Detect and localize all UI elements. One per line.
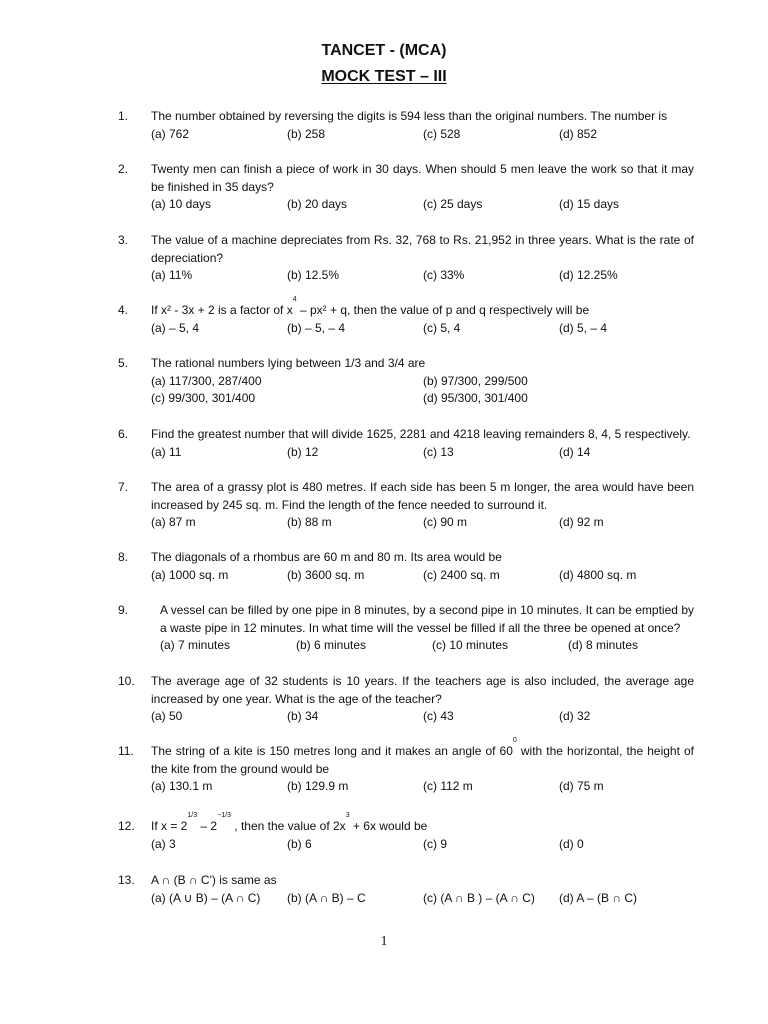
option-a: (a) (A ∪ B) – (A ∩ C) — [151, 890, 261, 905]
superscript: 4 — [292, 296, 297, 303]
option-b: (b) 12.5% — [287, 268, 340, 282]
question-text: A vessel can be filled by one pipe in 8 minutes, by a second pipe in 10 minutes. It can be emptied by a waste pipe in 12 minutes. In what time will the vessel be filled if all the three be opened at once? — [160, 603, 694, 635]
question-number: 9. — [118, 603, 129, 617]
question-text — [151, 812, 694, 836]
option-b: (b) – 5, – 4 — [287, 320, 346, 335]
question-text-part: The string of a kite is 150 metres long and it makes an angle of 60 — [151, 744, 513, 758]
superscript: 3 — [345, 812, 350, 819]
question-text — [151, 737, 694, 778]
superscript: −1/3 — [217, 812, 231, 819]
option-b: (b) 258 — [287, 126, 326, 141]
option-a: (a) 117/300, 287/400 — [151, 373, 262, 388]
question-number: 4. — [118, 303, 129, 317]
option-b: (b) 6 — [287, 836, 312, 851]
option-c: (c) 99/300, 301/400 — [151, 391, 256, 405]
options-row — [151, 514, 694, 532]
options-row — [160, 637, 694, 655]
option-d: (d) 12.25% — [559, 268, 618, 282]
option-d: (d) 5, – 4 — [559, 320, 608, 335]
option-c: (c) 528 — [423, 126, 461, 141]
question-text: Find the greatest number that will divide 1625, 2281 and 4218 leaving remainders 8, 4, 5 respectively. — [151, 427, 691, 441]
question-number: 12. — [118, 819, 135, 833]
question-text: The diagonals of a rhombus are 60 m and 80 m. Its area would be — [151, 550, 502, 564]
question-text: The value of a machine depreciates from Rs. 32, 768 to Rs. 21,952 in three years. What is the rate of depreciation? — [151, 233, 694, 265]
option-a: (a) 1000 sq. m — [151, 567, 229, 582]
option-b: (b) 20 days — [287, 197, 348, 211]
question-text — [151, 296, 694, 320]
options-row — [151, 126, 694, 144]
options-row — [151, 778, 694, 796]
question-text: Twenty men can finish a piece of work in 30 days. When should 5 men leave the work so that it may be finished in 35 days? — [151, 162, 694, 194]
option-d: (d) 14 — [559, 444, 591, 459]
question-number: 10. — [118, 674, 135, 688]
option-d: (d) 4800 sq. m — [559, 567, 637, 582]
question-text-part: + 6x would be — [349, 819, 428, 833]
option-d: (d) 0 — [559, 836, 584, 851]
option-a: (a) 7 minutes — [160, 638, 231, 652]
question-text: The rational numbers lying between 1/3 and 3/4 are — [151, 356, 426, 370]
option-c: (c) 5, 4 — [423, 320, 461, 335]
options-row — [151, 373, 694, 391]
options-row — [151, 567, 694, 585]
page-title: TANCET - (MCA) — [321, 42, 447, 59]
option-b: (b) (A ∩ B) – C — [287, 890, 366, 905]
option-d: (d) 852 — [559, 126, 598, 141]
options-row — [151, 836, 694, 854]
option-c: (c) (A ∩ B ) – (A ∩ C) — [423, 890, 535, 905]
option-d: (d) 95/300, 301/400 — [423, 391, 528, 405]
option-c: (c) 2400 sq. m — [423, 567, 500, 582]
question-text-part: – 2 — [197, 819, 218, 833]
option-a: (a) 762 — [151, 126, 190, 141]
superscript: 0 — [512, 737, 517, 744]
options-row — [151, 320, 694, 338]
question-text: The area of a grassy plot is 480 metres. If each side has been 5 m longer, the area would have been increased by 245 sq. m. Find the length of the fence needed to surround it. — [151, 480, 694, 512]
option-d: (d) 8 minutes — [568, 638, 639, 652]
option-a: (a) – 5, 4 — [151, 320, 200, 335]
superscript: 1/3 — [187, 812, 198, 819]
option-b: (b) 129.9 m — [287, 779, 349, 793]
option-a: (a) 50 — [151, 709, 183, 723]
page-subtitle: MOCK TEST – III — [321, 68, 447, 85]
option-a: (a) 11 — [151, 444, 182, 459]
options-row — [151, 708, 694, 726]
question-number: 1. — [118, 109, 129, 123]
question-number: 5. — [118, 356, 129, 370]
question-number: 3. — [118, 233, 129, 247]
option-a: (a) 10 days — [151, 197, 212, 211]
option-a: (a) 11% — [151, 268, 193, 282]
question-number: 7. — [118, 480, 129, 494]
options-row — [151, 390, 694, 408]
question-text-part: If x = 2 — [151, 819, 188, 833]
options-row — [151, 267, 694, 285]
question-text: The average age of 32 students is 10 years. If the teachers age is also included, the average age increased by one year. What is the age of the teacher? — [151, 674, 694, 706]
question-text-part: with the horizontal, the height of the kite from the ground would be — [151, 744, 694, 776]
option-d: (d) A – (B ∩ C) — [559, 890, 637, 905]
option-b: (b) 34 — [287, 709, 319, 723]
option-b: (b) 88 m — [287, 515, 332, 529]
option-d: (d) 32 — [559, 709, 591, 723]
page-number: 1 — [380, 934, 388, 949]
option-b: (b) 12 — [287, 444, 319, 459]
question-text: A ∩ (B ∩ C') is same as — [151, 873, 277, 887]
question-number: 8. — [118, 550, 129, 564]
option-a: (a) 87 m — [151, 515, 196, 529]
option-a: (a) 130.1 m — [151, 779, 213, 793]
option-c: (c) 13 — [423, 444, 454, 459]
options-row — [151, 444, 694, 462]
option-c: (c) 90 m — [423, 515, 468, 529]
option-b: (b) 6 minutes — [296, 638, 367, 652]
option-d: (d) 92 m — [559, 515, 604, 529]
options-row — [151, 196, 694, 214]
question-number: 11. — [118, 744, 134, 758]
question-number: 6. — [118, 427, 129, 441]
option-b: (b) 3600 sq. m — [287, 567, 365, 582]
option-c: (c) 112 m — [423, 779, 473, 793]
option-c: (c) 10 minutes — [432, 638, 509, 652]
option-c: (c) 25 days — [423, 197, 483, 211]
question-text-part: – px² + q, then the value of p and q respectively will be — [296, 303, 590, 317]
question-text-part: , then the value of 2x — [230, 819, 346, 833]
option-c: (c) 43 — [423, 709, 454, 723]
option-c: (c) 33% — [423, 268, 465, 282]
question-text: The number obtained by reversing the digits is 594 less than the original numbers. The number is — [151, 109, 668, 123]
option-d: (d) 15 days — [559, 197, 620, 211]
option-b: (b) 97/300, 299/500 — [423, 373, 528, 388]
option-a: (a) 3 — [151, 836, 176, 851]
question-text-part: If x² - 3x + 2 is a factor of x — [151, 303, 293, 317]
option-c: (c) 9 — [423, 836, 447, 851]
options-row — [151, 890, 694, 908]
question-number: 2. — [118, 162, 129, 176]
question-number: 13. — [118, 873, 135, 887]
option-d: (d) 75 m — [559, 779, 604, 793]
